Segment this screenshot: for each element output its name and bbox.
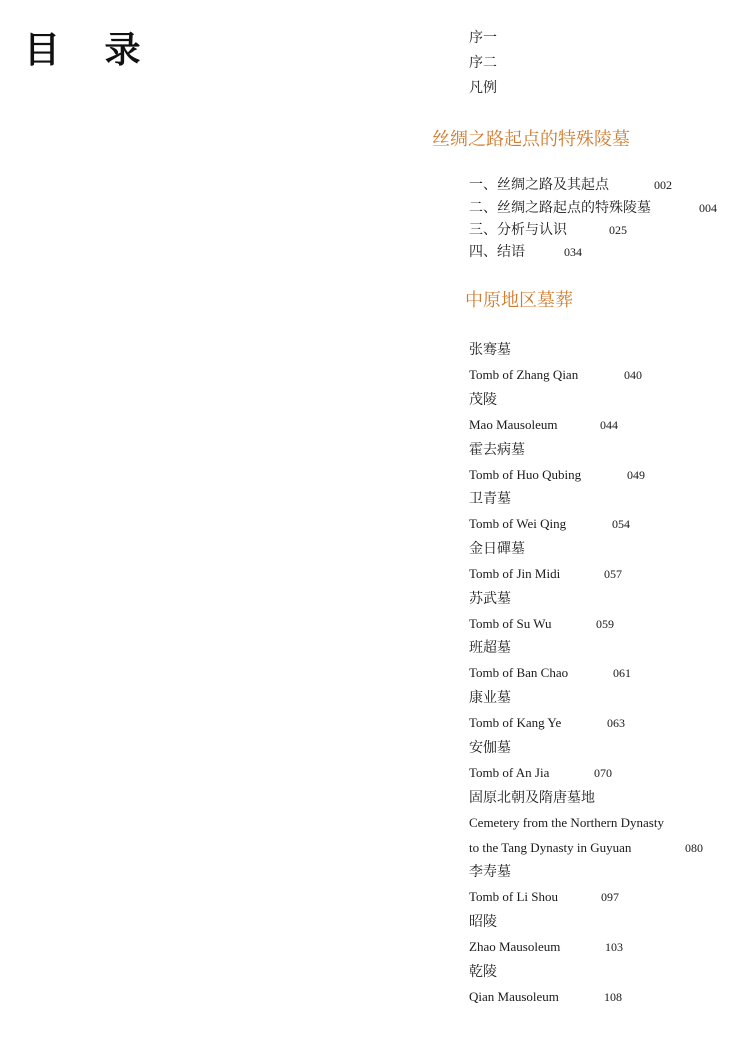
toc-entry-label[interactable]: 一、丝绸之路及其起点 [469, 177, 609, 193]
entry-zh-title[interactable]: 安伽墓 [469, 740, 511, 756]
toc-entry-label[interactable]: 三、分析与认识 [469, 222, 567, 238]
entry-en-title[interactable]: Tomb of Wei Qing [469, 516, 567, 531]
toc-entry-label[interactable]: 四、结语 [469, 244, 525, 260]
entry-en-title[interactable]: Tomb of Zhang Qian [469, 367, 579, 382]
toc-entry-page: 002 [654, 178, 672, 192]
entry-page: 057 [604, 567, 622, 581]
entry-en-title[interactable]: Cemetery from the Northern Dynasty [469, 815, 664, 830]
entry-zh-title[interactable]: 固原北朝及隋唐墓地 [469, 790, 595, 806]
entry-page: 054 [612, 517, 630, 531]
page-title: 目 录 [24, 29, 157, 71]
entry-page: 059 [596, 617, 614, 631]
entry-page: 061 [613, 666, 631, 680]
entry-page: 080 [685, 841, 703, 855]
entry-zh-title[interactable]: 金日磾墓 [469, 541, 525, 557]
entry-en-title[interactable]: Mao Mausoleum [469, 417, 558, 432]
entry-zh-title[interactable]: 茂陵 [469, 392, 497, 408]
entry-zh-title[interactable]: 李寿墓 [469, 864, 511, 880]
toc-entry-page: 004 [699, 201, 717, 215]
toc-entry-page: 025 [609, 223, 627, 237]
entry-zh-title[interactable]: 苏武墓 [469, 591, 511, 607]
entry-page: 097 [601, 890, 619, 904]
entry-en-title[interactable]: Tomb of An Jia [469, 765, 550, 780]
entry-en-title[interactable]: Qian Mausoleum [469, 989, 559, 1004]
entry-en-title[interactable]: Tomb of Li Shou [469, 889, 559, 904]
entry-page: 044 [600, 418, 618, 432]
entry-en-title[interactable]: Tomb of Huo Qubing [469, 467, 582, 482]
entry-page: 049 [627, 468, 645, 482]
entry-zh-title[interactable]: 霍去病墓 [469, 442, 525, 458]
toc-entry-label[interactable]: 二、丝绸之路起点的特殊陵墓 [469, 200, 651, 216]
entry-zh-title[interactable]: 卫青墓 [469, 491, 511, 507]
toc-entry-page: 034 [564, 245, 582, 259]
entry-zh-title[interactable]: 康业墓 [469, 690, 511, 706]
entry-en-title[interactable]: Zhao Mausoleum [469, 939, 561, 954]
entry-en-title-line2[interactable]: to the Tang Dynasty in Guyuan [469, 840, 632, 855]
front-matter-item[interactable]: 凡例 [469, 80, 497, 96]
entry-en-title[interactable]: Tomb of Ban Chao [469, 665, 569, 680]
entry-zh-title[interactable]: 乾陵 [469, 964, 497, 980]
entry-page: 040 [624, 368, 642, 382]
entry-page: 103 [605, 940, 623, 954]
front-matter-item[interactable]: 序二 [469, 55, 497, 71]
section-title: 中原地区墓葬 [465, 290, 573, 311]
entry-en-title[interactable]: Tomb of Su Wu [469, 616, 552, 631]
entry-zh-title[interactable]: 昭陵 [469, 914, 497, 930]
entry-zh-title[interactable]: 张骞墓 [469, 342, 511, 358]
section-title: 丝绸之路起点的特殊陵墓 [432, 129, 630, 150]
entry-page: 070 [594, 766, 612, 780]
entry-page: 108 [604, 990, 622, 1004]
entry-en-title[interactable]: Tomb of Kang Ye [469, 715, 562, 730]
front-matter-item[interactable]: 序一 [469, 30, 497, 46]
entry-zh-title[interactable]: 班超墓 [469, 640, 511, 656]
entry-page: 063 [607, 716, 625, 730]
entry-en-title[interactable]: Tomb of Jin Midi [469, 566, 561, 581]
